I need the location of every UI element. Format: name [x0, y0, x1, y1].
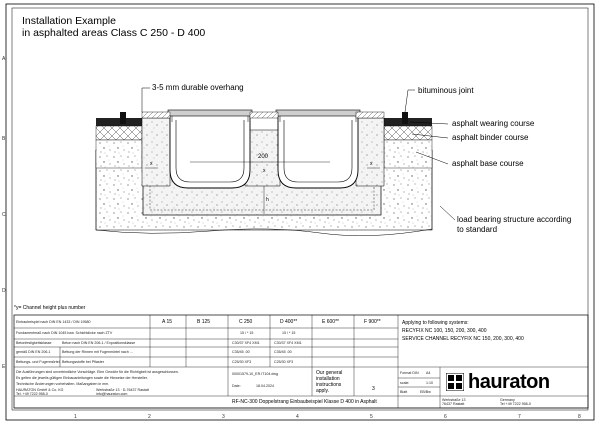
col-mark-6: 6: [444, 414, 447, 420]
row4-d400: C35/45 .00: [274, 350, 292, 354]
systems-line-2: SERVICE CHANNEL RECYFIX NC 150, 200, 300, 400: [402, 336, 524, 342]
address-3: Germany: [500, 398, 515, 402]
leader-load: [440, 206, 455, 220]
format-value: A4: [426, 371, 431, 375]
row-mark-a: A: [2, 56, 6, 62]
label-wearing-course: asphalt wearing course: [452, 119, 535, 128]
hauraton-logo-icon: [446, 373, 464, 391]
class-f900: F 900**: [364, 319, 381, 325]
company-line-1: HAURATON GmbH & Co. KG: [16, 388, 64, 392]
drawing-number: 00001579-10_ER.IT104.dwg: [232, 372, 278, 376]
leader-joint: [405, 90, 415, 112]
wearing-course-left: [96, 118, 142, 126]
company-line-2: Werkstraße 13 · D-76437 Rastatt: [96, 388, 149, 392]
address-1: Werkstraße 13: [442, 398, 466, 402]
installation-note: Our general installation instructions apply.: [316, 370, 343, 394]
bituminous-joint-marker: [402, 112, 408, 124]
table-row5-mid: Bettungsstoffe bei Pflaster: [62, 360, 104, 364]
row5-d400: C25/30 XF3: [274, 360, 294, 364]
row-mark-b: B: [2, 136, 6, 142]
table-row4-mid: Bettung der Rinnen mit Fugenmörtel nach ...: [62, 350, 133, 354]
label-bituminous-joint: bituminous joint: [418, 86, 474, 95]
label-load-line-2: to standard: [457, 225, 498, 234]
brand-wordmark: hauraton: [468, 371, 550, 393]
row3-c250: C30/37 XF4 XM1: [232, 341, 260, 345]
row-mark-d: D: [2, 288, 6, 294]
col-mark-4: 4: [296, 414, 299, 420]
haunch-left: [142, 118, 170, 186]
table-row3-label-b: gemäß DIN EN 206-1: [16, 350, 51, 354]
title-line-2: in asphalted areas Class C 250 - D 400: [22, 27, 206, 39]
table-row2-label: Fundamentmaß nach DIN 1045 bzw. Schichtdicke nach ZTV: [16, 331, 113, 335]
channel-right: [276, 110, 360, 188]
disclaimer-1: Die Ausführungen sind unverbindliche Vorschläge. Eine Gewähr für die Richtigkeit ist ausgeschlossen.: [16, 370, 179, 374]
dimension-x-left: x: [150, 161, 153, 167]
sheet-value: EB/Bw: [420, 390, 431, 394]
row4-c250: C35/45 .00: [232, 350, 250, 354]
col-mark-5: 5: [370, 414, 373, 420]
col-mark-8: 8: [578, 414, 581, 420]
dimension-x-right: x: [370, 161, 373, 167]
class-a15: A 15: [162, 319, 173, 325]
dimension-h: h: [266, 197, 269, 203]
table-row1-label: Einbaubeispiel nach DIN EN 1433 / DIN 19580: [16, 320, 91, 324]
footer-title: RF-NC-300 Doppelstrang Einbaubeispiel Klasse D 400 in Asphalt: [232, 399, 377, 405]
sheet-label: Blatt: [400, 390, 408, 394]
systems-line-1: RECYFIX NC 100, 150, 200, 300, 400: [402, 328, 487, 334]
label-binder-course: asphalt binder course: [452, 133, 529, 142]
class-e600: E 600**: [322, 319, 339, 325]
col-mark-1: 1: [74, 414, 77, 420]
class-d400: D 400**: [280, 319, 298, 325]
address-4: Tel +49 7222 958-0: [500, 402, 531, 406]
base-course-left: [96, 140, 142, 168]
row2-c250: 15 / * 15: [240, 331, 254, 335]
disclaimer-3: Technische Änderungen vorbehalten. Maßangaben in mm.: [16, 382, 110, 386]
label-load-line-1: load bearing structure according: [457, 215, 572, 224]
address-2: 76437 Rastatt: [442, 402, 465, 406]
class-c250: C 250: [239, 319, 253, 325]
date-label: Date:: [232, 384, 241, 388]
leader-overhang: [142, 88, 150, 112]
label-base-course: asphalt base course: [452, 159, 524, 168]
haunch-right: [356, 118, 384, 186]
date-value: 18.04.2024: [256, 384, 274, 388]
base-course-right: [384, 140, 432, 168]
col-mark-2: 2: [148, 414, 151, 420]
col-mark-3: 3: [222, 414, 225, 420]
dimension-200: 200: [258, 154, 269, 160]
binder-course-left: [96, 126, 142, 140]
table-row3-mid: Beton nach DIN EN 206-1 / Expositionsklasse: [62, 341, 136, 345]
channel-left: [168, 110, 252, 188]
scale-value: 1:10: [426, 381, 433, 385]
col-mark-7: 7: [518, 414, 521, 420]
disclaimer-2: Es gelten die jeweils gültigen Einbauanleitungen sowie die Hinweise der Hersteller.: [16, 376, 148, 380]
class-b125: B 125: [197, 319, 211, 325]
label-overhang: 3-5 mm durable overhang: [152, 83, 244, 92]
company-line-4: info@hauraton.com: [96, 392, 128, 396]
scale-label: scale:: [400, 381, 410, 385]
format-label: Format DIN: [400, 371, 419, 375]
row5-c250: C25/30 XF3: [232, 360, 252, 364]
company-line-3: Tel. +49 7222 958-0: [16, 392, 48, 396]
row3-d400: C30/37 XF4 XM1: [274, 341, 302, 345]
table-row3-label-a: Betonfestigkeitsklasse: [16, 341, 52, 345]
binder-course-right: [384, 126, 432, 140]
row-mark-c: C: [2, 212, 6, 218]
dimension-x-middle: x: [263, 168, 266, 174]
row2-d400: 15 / * 15: [282, 331, 296, 335]
revision: 3: [372, 386, 375, 392]
footnote: *y= Channel height plus number: [14, 305, 86, 311]
row-mark-e: E: [2, 364, 6, 370]
title-line-1: Installation Example: [22, 15, 116, 27]
table-row4-label: Bettungs- und Fugenmörtel: [16, 360, 60, 364]
systems-heading: Applying to following systems:: [402, 320, 469, 326]
